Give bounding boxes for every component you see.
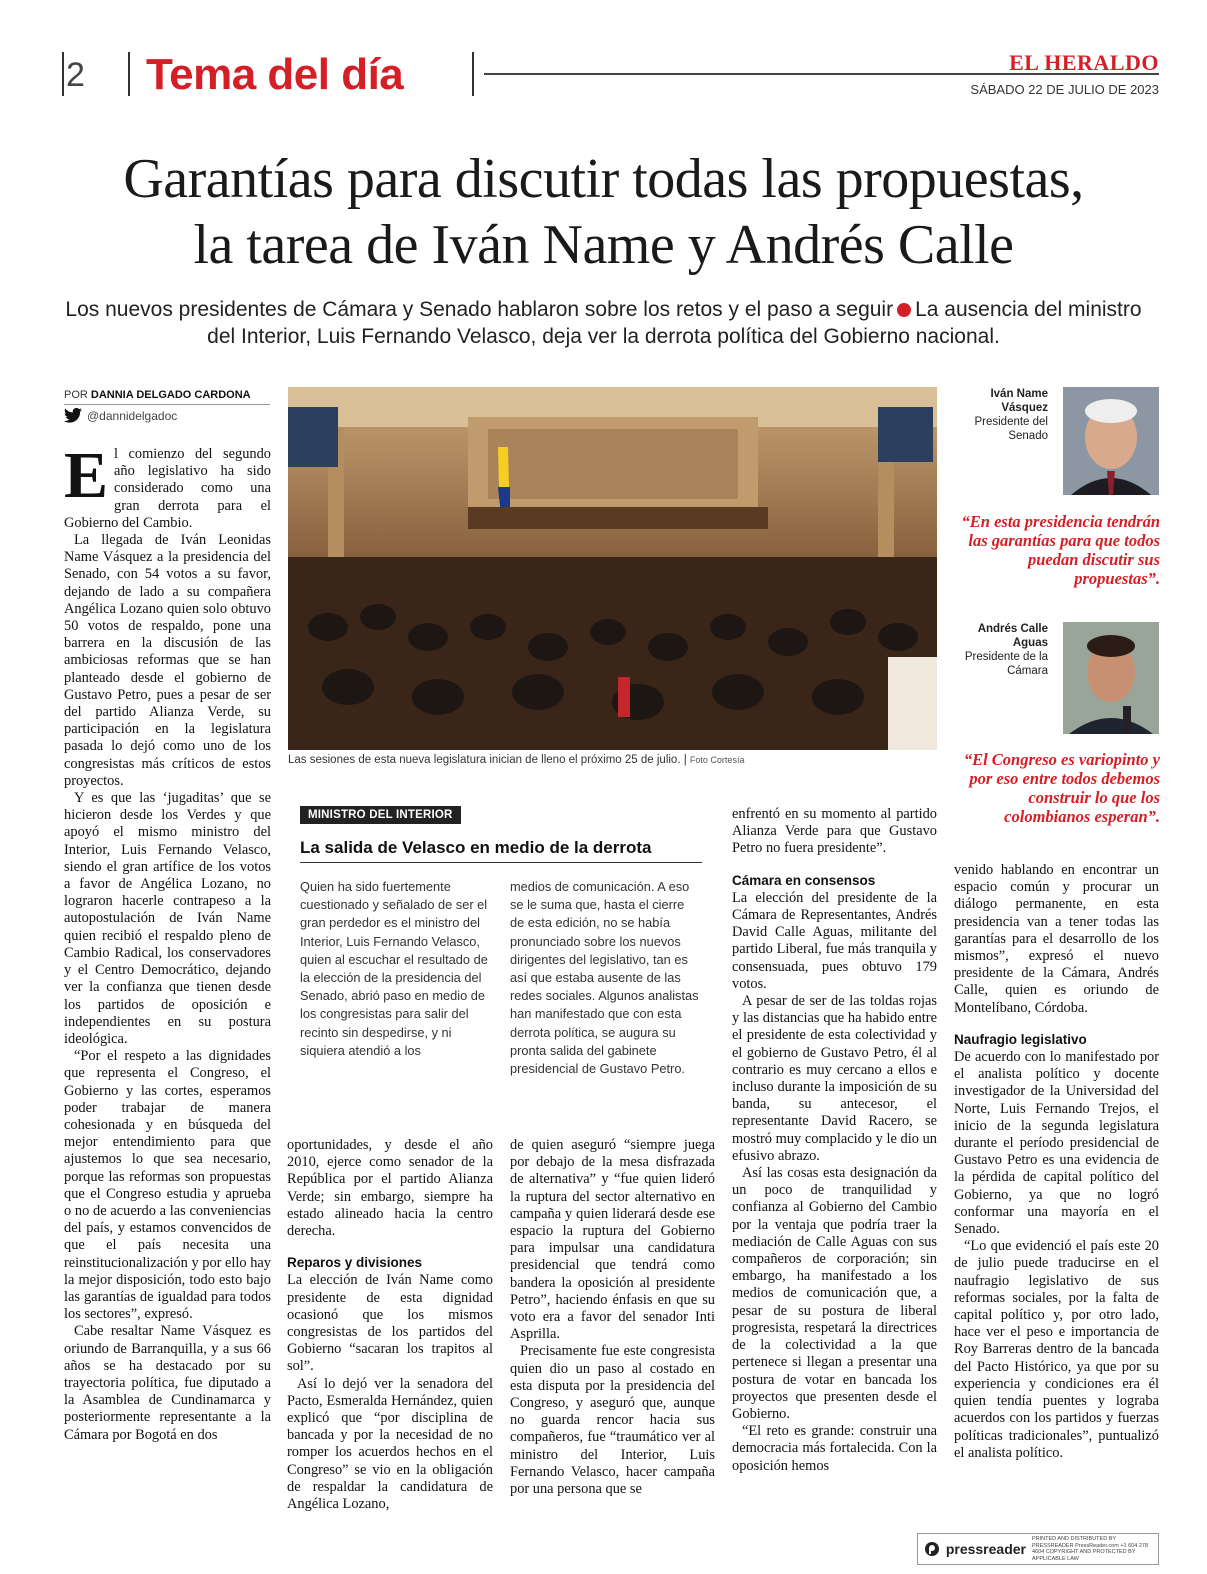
person-role: Presidente del Senado xyxy=(974,416,1048,442)
person-role: Presidente de la Cámara xyxy=(964,651,1048,677)
congress-session-photo xyxy=(288,387,937,750)
portrait-illustration xyxy=(1063,387,1159,495)
paragraph: “Lo que evidenció el país este 20 de julio puede traducirse en el naufragio legislativo de sus reformas sociales, por la falta de capital político y, por otro lado, hace ver el peso e importancia de Roy Barreras dentro de la bancada del Pacto Histórico, ya que por su experiencia y condiciones era él quien tendía puentes y lograba acuerdos con los partidos y fuerzas políticas tradicionales”, puntualizó el analista político. xyxy=(954,1238,1159,1461)
headline xyxy=(40,146,1167,278)
deck-part: Los nuevos presidentes de Cámara y Senado hablaron sobre los retos y el paso a seguir xyxy=(65,298,894,321)
drop-cap: E xyxy=(64,439,109,512)
publication-date: SÁBADO 22 DE JULIO DE 2023 xyxy=(970,82,1159,97)
article-column-4 xyxy=(732,806,937,1475)
paragraph: Cabe resaltar Name Vásquez es oriundo de Barranquilla, y a sus 66 años se ha destacado por su trayectoria política, fue diputado a la Asamblea de Cundinamarca y posteriormente representante a la Cámara por Bogotá en dos xyxy=(64,1323,271,1443)
bullet-dot-icon xyxy=(897,303,911,317)
box-label: MINISTRO DEL INTERIOR xyxy=(300,806,461,824)
paragraph xyxy=(64,439,271,532)
paragraph: venido hablando en encontrar un espacio común y procurar un diálogo permanente, en esta presidencia van a tener todas las garantías para el desarrollo de los mismos”, expresó el nuevo presidente de la Cámara, Andrés Calle, quien es oriundo de Montelíbano, Córdoba. xyxy=(954,862,1159,1016)
paragraph: de quien aseguró “siempre juega por debajo de la mesa disfrazada de alternativa” y “fue quien lideró la ruptura del sector alternativo en campaña y quien liderará desde ese espacio la ruptura del Gobierno para impulsar una candidatura presidencial que tendrá como bandera la oposición al presidente Petro”, haciendo énfasis en que su voto era a favor del senador Inti Asprilla. xyxy=(510,1137,715,1343)
person-label xyxy=(946,622,1048,678)
subheading: Reparos y divisiones xyxy=(287,1255,423,1271)
paragraph: La elección de Iván Name como presidente de esta dignidad ocasionó que los mismos congresistas de los partidos del Gobierno “sacaran los trapitos al sol”. xyxy=(287,1272,493,1375)
caption-text: Las sesiones de esta nueva legislatura inician de lleno el próximo 25 de julio. xyxy=(288,754,681,766)
fine-print: PRINTED AND DISTRIBUTED BY PRESSREADER PressReader.com +1 604 278 4604 COPYRIGHT AND PROTECTED BY APPLICABLE LAW xyxy=(1032,1536,1149,1562)
pressreader-icon xyxy=(924,1541,940,1557)
paragraph: oportunidades, y desde el año 2010, ejerce como senador de la República por el partido Alianza Verde; sin embargo, siempre ha estado alineado hacia la centro derecha. xyxy=(287,1137,493,1240)
divider xyxy=(300,862,702,863)
divider xyxy=(62,52,64,96)
paragraph: “Por el respeto a las dignidades que representa el Congreso, el Gobierno y las cortes, esperamos poder trabajar de manera cohesionada y en búsqueda del mejor entendimiento para que ajustemos lo que sea necesario, porque las reformas son propuestas que el Congreso estudia y aprueba o no de acuerdo a las conveniencias del país, y estamos convencidos de que el país necesita una reinstitucionalización y por ello hay la mejor disposición, todo esto bajo las garantías de igualdad para todos los sectores”, expresó. xyxy=(64,1048,271,1323)
paragraph: enfrentó en su momento al partido Alianza Verde para que Gustavo Petro no fuera presidente”. xyxy=(732,806,937,857)
ivan-name-portrait xyxy=(1063,387,1159,495)
pull-quote: “En esta presidencia tendrán las garantías para que todos puedan discutir sus propuestas”. xyxy=(961,512,1160,588)
handle-text: @dannidelgadoc xyxy=(87,408,178,423)
pull-quote: “El Congreso es variopinto y por eso entre todos debemos construir lo que los colombianos esperan”. xyxy=(963,750,1160,826)
paragraph: A pesar de ser de las toldas rojas y las distancias que ha habido entre el presidente de esta colectividad y el gobierno de Gustavo Petro, él al contrario es muy cercano a ellos e incluso durante la imposición de su banda, su antecesor, el representante David Racero, se mostró muy complacido y le dio un efusivo abrazo. xyxy=(732,993,937,1164)
subheading: Cámara en consensos xyxy=(732,872,876,888)
paragraph: Así lo dejó ver la senadora del Pacto, Esmeralda Hernández, quien explicó que “por disciplina de bancada y por la necesidad de no romper los acuerdos hechos en el Congreso” se vio en la obligación de respaldar la candidatura de Angélica Lozano, xyxy=(287,1375,493,1513)
deck xyxy=(60,296,1147,350)
box-title: La salida de Velasco en medio de la derrota xyxy=(300,838,652,857)
box-text-left: Quien ha sido fuertemente cuestionado y señalado de ser el gran perdedor es el ministro del Interior, Luis Fernando Velasco, quien al escuchar el resultado de la elección de la presidencia del Senado, abrió paso en medio de los congresistas para salir del recinto sin despedirse, y ni siquiera atendió a los xyxy=(300,879,488,1058)
article-column-5 xyxy=(954,862,1159,1462)
article-column-1 xyxy=(64,439,271,1444)
pressreader-badge[interactable] xyxy=(917,1533,1159,1565)
headline-line: Garantías para discutir todas las propuestas, xyxy=(123,148,1084,210)
portrait-illustration xyxy=(1063,622,1159,734)
pressreader-logo: pressreader xyxy=(945,1541,1026,1557)
person-label xyxy=(946,387,1048,443)
divider xyxy=(64,404,270,405)
subheading: Naufragio legislativo xyxy=(954,1031,1087,1047)
person-name: Iván Name Vásquez xyxy=(990,388,1048,414)
twitter-handle[interactable] xyxy=(64,408,177,423)
person-name: Andrés Calle Aguas xyxy=(977,623,1048,649)
section-title: Tema del día xyxy=(146,50,404,99)
headline-line: la tarea de Iván Name y Andrés Calle xyxy=(193,214,1014,276)
newspaper-logo: EL HERALDO xyxy=(1009,50,1159,75)
paragraph: La llegada de Iván Leonidas Name Vásquez a la presidencia del Senado, con 54 votos a su favor, dejando de lado a su compañera Angélica Lozano quien solo obtuvo 50 votos de respaldo, pone una barrera en la discusión de las ambiciosas reformas que se han planteado desde el gobierno de Gustavo Petro, pues a pesar de ser del partido Alianza Verde, su participación en la legislatura pasada lo dejó como uno de los congresistas más críticos de estos proyectos. xyxy=(64,532,271,789)
divider xyxy=(128,52,130,96)
byline xyxy=(64,389,251,401)
deck-part: La ausencia del ministro del Interior, Luis Fernando Velasco, deja ver la derrota política del Gobierno nacional. xyxy=(207,298,1142,348)
author-name: DANNIA DELGADO CARDONA xyxy=(90,389,251,401)
paragraph: Así las cosas esta designación da un poco de tranquilidad y confianza al Gobierno del Cambio por la ventaja que podría traer la mediación de Calle Aguas con sus compañeros de corporación; sin embargo, ha manifestado a los medios de comunicación que, a pesar de su postura de liberal progresista, respetará la directrices de la colectividad a la que pertenece si llegan a presentar una postura de votar en bancada los proyectos que presenten desde el Gobierno. xyxy=(732,1165,937,1422)
page-number: 2 xyxy=(66,56,85,94)
article-column-2 xyxy=(287,1137,493,1513)
paragraph-text: l comienzo del segundo año legislativo ha sido considerado como una gran derrota para el Gobierno del Cambio. xyxy=(64,446,271,531)
paragraph: Y es que las ‘jugaditas’ que se hicieron desde los Verdes y que apoyó el mismo ministro del Interior, Luis Fernando Velasco, siendo el gran artífice de los votos a favor de Angélica Lozano, no lograron hacerle contrapeso a la autopostulación de Iván Name quien recibió el respaldo pleno de Cambio Radical, los conservadores y el Centro Democrático, dejando ver la confianza que tienen desde los partidos de oposición e independientes en su postura ideológica. xyxy=(64,790,271,1047)
photo-illustration xyxy=(288,387,937,750)
byline-prefix: POR xyxy=(64,389,88,401)
andres-calle-portrait xyxy=(1063,622,1159,734)
paragraph: De acuerdo con lo manifestado por el analista político y docente investigador de la Universidad del Norte, Luis Fernando Trejos, el inicio de la segunda legislatura durante el período presidencial de Gustavo Petro es una evidencia de la pérdida de capital político del Gobierno, ya que no logró conformar una mayoría en el Senado. xyxy=(954,1049,1159,1238)
divider xyxy=(472,52,474,96)
paragraph: La elección del presidente de la Cámara de Representantes, Andrés David Calle Aguas, militante del partido Liberal, fue más tranquila y consensuada, pues obtuvo 179 votos. xyxy=(732,889,937,992)
article-column-3 xyxy=(510,1137,715,1498)
twitter-bird-icon xyxy=(64,408,82,423)
box-text-right: medios de comunicación. A eso se le suma que, hasta el cierre de esta edición, no se había pronunciado sobre los nuevos dirigentes del legislativo, tan es así que estaba ausente de las redes sociales. Algunos analistas han manifestado que con esta derrota política, se augura su pronta salida del gabinete presidencial de Gustavo Petro. xyxy=(510,879,699,1077)
paragraph: “El reto es grande: construir una democracia más fortalecida. Con la oposición hemos xyxy=(732,1423,937,1474)
photo-credit: Foto Cortesía xyxy=(689,755,745,765)
photo-caption: Las sesiones de esta nueva legislatura inician de lleno el próximo 25 de julio. | Foto Cortesía xyxy=(288,754,745,766)
paragraph: Precisamente fue este congresista quien dio un paso al costado en esta disputa por la presidencia del Congreso, y aseguró que, aunque no guarda rencor hacia sus compañeros, fue “traumático ver al ministro del Interior, Luis Fernando Velasco, hacer campaña por una persona que se xyxy=(510,1343,715,1498)
